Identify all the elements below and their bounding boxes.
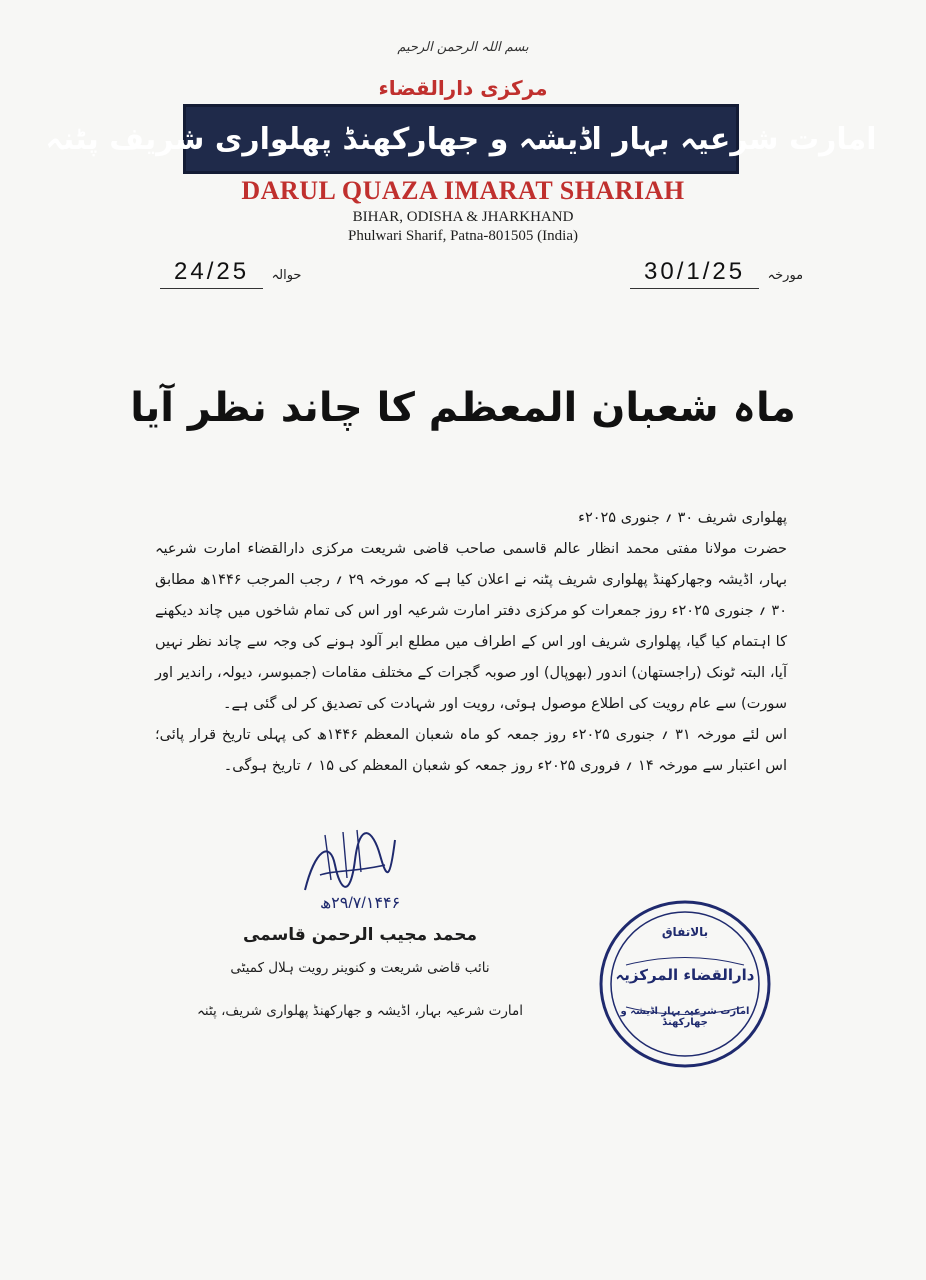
- signer-name: محمد مجیب الرحمن قاسمی: [242, 925, 478, 945]
- letterhead-address-en: Phulwari Sharif, Patna-801505 (India): [348, 228, 578, 244]
- official-seal-icon: [596, 895, 774, 1073]
- bismillah-text: بسم اللہ الرحمن الرحیم: [397, 40, 529, 55]
- seal-text-middle: دارالقضاء المرکزیہ: [615, 966, 755, 984]
- seal-text-top: بالاتفاق: [661, 925, 709, 939]
- announcement-body: [155, 503, 787, 782]
- date-field: [630, 258, 807, 289]
- letterhead-title-en: DARUL QUAZA IMARAT SHARIAH: [241, 176, 685, 205]
- reference-number: 24/25: [160, 258, 263, 289]
- announcement-heading: ماہ شعبان المعظم کا چاند نظر آیا: [130, 385, 796, 431]
- date-value: 30/1/25: [630, 258, 759, 289]
- reference-field: [160, 258, 305, 289]
- reference-label: حوالہ: [271, 268, 302, 283]
- center-label: مرکزی دارالقضاء: [378, 76, 548, 100]
- body-paragraph-2: اس لئے مورخہ ۳۱ ؍ جنوری ۲۰۲۵ء روز جمعہ کو ماہ شعبان المعظم ۱۴۴۶ھ کی پہلی تاریخ قرار پائی؛ اس اعتبار سے مورخہ ۱۴ ؍ فروری ۲۰۲۵ء روز جمعہ کو شعبان المعظم کی ۱۵ ؍ تاریخ ہوگی۔: [155, 727, 787, 774]
- banner-text: امارت شرعیہ بہار اڈیشہ و جھارکھنڈ پھلواری شریف پٹنہ: [45, 121, 877, 157]
- letterhead-banner: [45, 104, 877, 174]
- body-paragraph-1: حضرت مولانا مفتی محمد انظار عالم قاسمی صاحب قاضی شریعت مرکزی دارالقضاء امارت شرعیہ بہار، اڈیشہ وجھارکھنڈ پھلواری شریف پٹنہ نے اعلان کیا ہے کہ مورخہ ۲۹ ؍ رجب المرجب ۱۴۴۶ھ مطابق ۳۰ ؍ جنوری ۲۰۲۵ء روز جمعرات کو مرکزی دفتر امارت شرعیہ اور اس کی تمام شاخوں میں چاند دیکھنے کا اہتمام کیا گیا، پھلواری شریف اور اس کے اطراف میں مطلع ابر آلود ہونے کی وجہ سے چاند نظر نہیں آیا، البتہ ٹونک (راجستھان) اندور (بھوپال) اور صوبہ گجرات کے مختلف مقامات (جمبوسر، دیولہ، راندیر اور سورت) سے عام رویت کی اطلاع موصول ہوئی، رویت اور شہادت کی تصدیق کر لی گئی ہے۔: [155, 541, 787, 712]
- letterhead-subtitle-en: BIHAR, ODISHA & JHARKHAND: [352, 209, 574, 225]
- dateline: پھلواری شریف ۳۰ ؍ جنوری ۲۰۲۵ء: [578, 510, 787, 526]
- signature-date: ۲۹/۷/۱۴۴۶ھ: [320, 895, 401, 912]
- date-label: مورخہ: [767, 268, 804, 283]
- signer-title: نائب قاضی شریعت و کنوینر رویت ہلال کمیٹی: [230, 960, 490, 976]
- seal-text-bottom: امارت شرعیہ بہار اڈیشہ و جھارکھنڈ: [620, 1006, 750, 1028]
- signer-organization: امارت شرعیہ بہار، اڈیشہ و جھارکھنڈ پھلواری شریف، پٹنہ: [196, 1003, 524, 1019]
